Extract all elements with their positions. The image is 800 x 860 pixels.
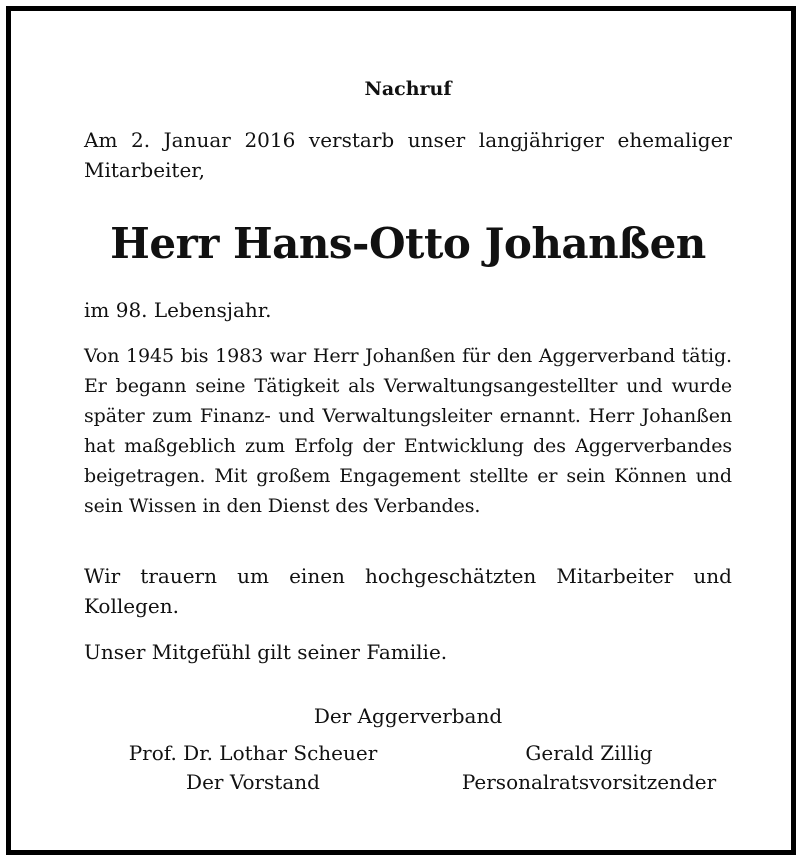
career-paragraph: Von 1945 bis 1983 war Herr Johanßen für den Aggerverband tätig. Er begann seine Tätigkeit als Verwaltungsangestellter und wurde später zum Finanz- und Verwaltungsleiter ernannt. Herr Johanßen hat maßgeblich zum Erfolg der Entwicklung des Aggerverbandes beigetragen. Mit großem Engagement stellte er sein Können und sein Wissen in den Dienst des Verbandes.: [84, 345, 732, 517]
sympathy-paragraph: Unser Mitgefühl gilt seiner Familie.: [84, 640, 448, 664]
signature-left: [112, 739, 394, 797]
mourning-paragraph: Wir trauern um einen hochgeschätzten Mitarbeiter und Kollegen.: [84, 564, 732, 618]
signatory-name: Prof. Dr. Lothar Scheuer: [128, 741, 378, 765]
intro-paragraph: Am 2. Januar 2016 verstarb unser langjähriger ehemaliger Mitarbeiter,: [84, 128, 732, 182]
signatory-name: Gerald Zillig: [525, 741, 653, 765]
notice-heading: Nachruf: [364, 78, 452, 100]
notice-frame: [6, 6, 796, 855]
deceased-name: Herr Hans-Otto Johanßen: [110, 219, 706, 268]
age-line: im 98. Lebensjahr.: [84, 298, 272, 322]
signatory-role: Personalratsvorsitzender: [461, 770, 717, 794]
organization-name: Der Aggerverband: [313, 704, 503, 728]
signature-right: [454, 739, 724, 797]
signatory-role: Der Vorstand: [186, 770, 320, 794]
